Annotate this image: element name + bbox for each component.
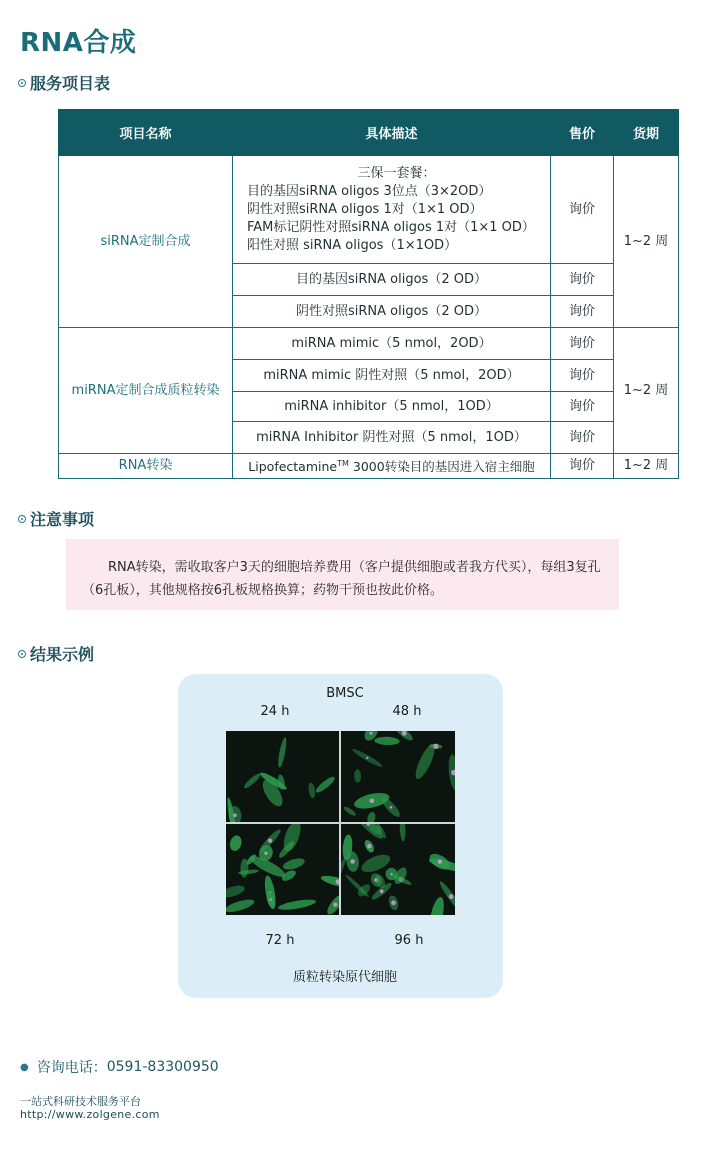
item-name-sirna: siRNA定制合成: [59, 156, 233, 328]
section-services-heading: [18, 70, 110, 94]
service-table: [58, 109, 679, 479]
micrograph-icon: [226, 731, 339, 822]
contact-line: [20, 1057, 219, 1077]
desc-suffix: 3000转染目的基因进入宿主细胞: [348, 459, 535, 475]
header-item-name: 项目名称: [59, 110, 233, 156]
micrograph-96h: [341, 824, 455, 915]
price-cell: 询价: [551, 296, 614, 328]
micrograph-icon: [226, 824, 339, 915]
desc-line: FAM标记阴性对照siRNA oligos 1对（1×1 OD）: [247, 219, 535, 235]
description-cell: miRNA mimic 阴性对照（5 nmol，2OD）: [233, 360, 551, 392]
contact-label: 咨询电话：: [36, 1060, 107, 1076]
price-cell: 询价: [551, 422, 614, 454]
description-cell: 阴性对照siRNA oligos（2 OD）: [233, 296, 551, 328]
item-name-rna-transfection: RNA转染: [59, 454, 233, 479]
micrograph-icon: [341, 824, 455, 915]
delivery-cell: 1~2 周: [614, 328, 679, 454]
contact-phone: 0591-83300950: [106, 1059, 219, 1075]
header-price: 售价: [551, 110, 614, 156]
price-cell: 询价: [551, 328, 614, 360]
price-cell: 询价: [551, 156, 614, 264]
header-description: 具体描述: [233, 110, 551, 156]
section-notes-heading: [18, 506, 94, 530]
label-72h: 72 h: [265, 933, 295, 948]
page-title: RNA合成: [20, 28, 137, 58]
phone-bullet-icon: ●: [20, 1061, 29, 1073]
footer-url[interactable]: http://www.zolgene.com: [20, 1108, 160, 1121]
micrograph-icon: [341, 731, 455, 822]
desc-line: 三保一套餐：: [357, 165, 436, 181]
bullet-icon: [18, 515, 26, 523]
description-cell: 目的基因siRNA oligos（2 OD）: [233, 264, 551, 296]
price-cell: 询价: [551, 360, 614, 392]
section-services-label: 服务项目表: [30, 73, 111, 93]
label-96h: 96 h: [394, 933, 424, 948]
section-results-heading: [18, 641, 94, 665]
desc-prefix: Lipofectamine: [248, 459, 338, 475]
price-cell: 询价: [551, 264, 614, 296]
result-title: BMSC: [326, 686, 364, 701]
desc-line: 阴性对照siRNA oligos 1对（1×1 OD）: [247, 201, 483, 217]
result-caption: 质粒转染原代细胞: [292, 970, 397, 985]
item-name-mirna: miRNA定制合成质粒转染: [59, 328, 233, 454]
section-notes-label: 注意事项: [30, 509, 95, 529]
trademark-mark: TM: [337, 459, 349, 469]
table-row: [59, 328, 679, 360]
note-box: RNA转染，需收取客户3天的细胞培养费用（客户提供细胞或者我方代买），每组3复孔（6孔板），其他规格按6孔板规格换算；药物干预也按此价格。: [66, 539, 619, 610]
sirna-package-description: [233, 156, 551, 264]
micrograph-72h: [226, 824, 339, 915]
bullet-icon: [18, 79, 26, 87]
delivery-cell: 1~2 周: [614, 454, 679, 479]
table-row: [59, 156, 679, 264]
header-delivery: 货期: [614, 110, 679, 156]
table-header-row: [59, 110, 679, 156]
footer-slogan: 一站式科研技术服务平台: [20, 1095, 141, 1108]
description-cell: miRNA mimic（5 nmol，2OD）: [233, 328, 551, 360]
table-row: [59, 454, 679, 479]
bullet-icon: [18, 650, 26, 658]
micrograph-24h: [226, 731, 339, 822]
fluorescence-micrograph-grid: [226, 731, 455, 915]
price-cell: 询价: [551, 392, 614, 422]
label-24h: 24 h: [260, 704, 290, 719]
description-cell: [233, 454, 551, 479]
description-cell: miRNA inhibitor（5 nmol，1OD）: [233, 392, 551, 422]
desc-line: 目的基因siRNA oligos 3位点（3×2OD）: [247, 183, 492, 199]
label-48h: 48 h: [392, 704, 422, 719]
price-cell: 询价: [551, 454, 614, 479]
micrograph-48h: [341, 731, 455, 822]
desc-line: 阳性对照 siRNA oligos（1×1OD）: [247, 237, 458, 253]
description-cell: miRNA Inhibitor 阴性对照（5 nmol，1OD）: [233, 422, 551, 454]
delivery-cell: 1~2 周: [614, 156, 679, 328]
section-results-label: 结果示例: [30, 644, 95, 664]
